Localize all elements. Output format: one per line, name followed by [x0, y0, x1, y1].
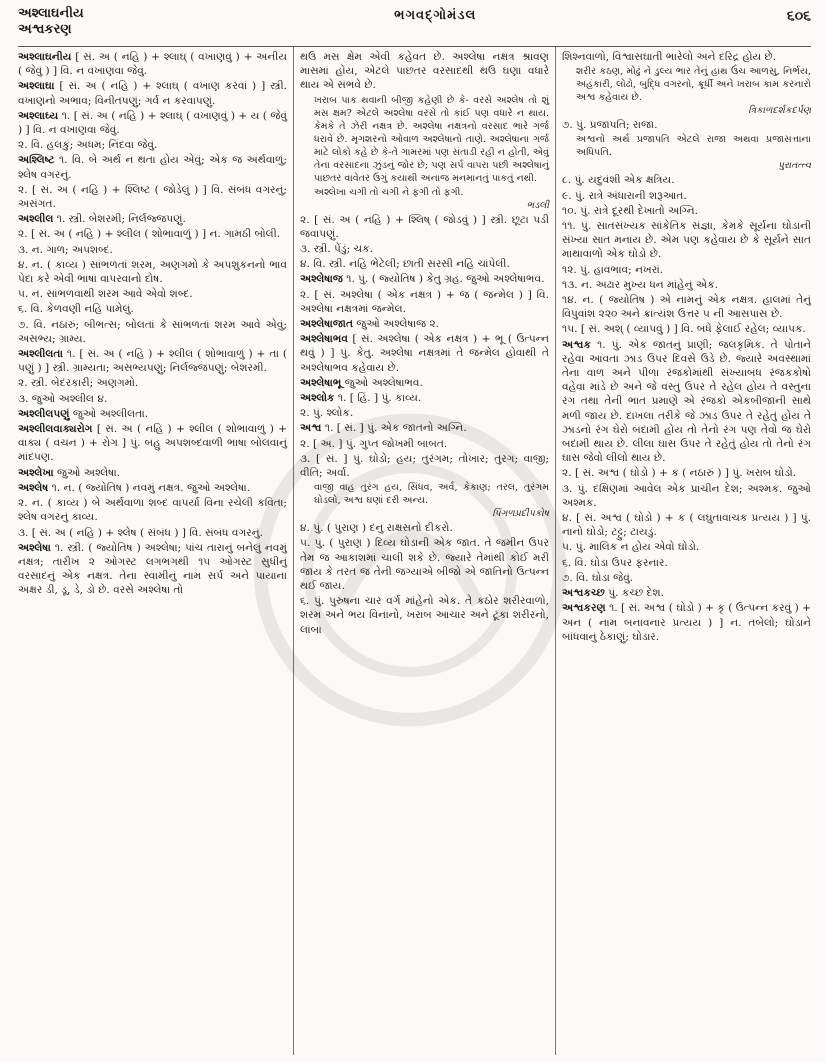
page-header — [18, 6, 811, 46]
entry-sense — [562, 571, 811, 585]
entry-sense — [300, 536, 549, 593]
headword: અશ્વ — [300, 422, 322, 435]
entry-sense — [300, 213, 549, 241]
definition-text: [ સં. અ ( નહિ ) + શ્લીલ ( શોભાવાળું ) + વાક્ય ( વચન ) + રોગ ] પું. બહુ અપશબ્દવાળી ભાષા બોલવાનું માંદપણ. — [18, 423, 287, 464]
definition-text: ૧. [ સં. અ ( નહિ ) + શ્લીલ ( શોભાવાળું ) + તા ( પણું ) ] સ્ત્રી. ગ્રામ્યતા; અસભ્યપણું; નિર્લજ્જપણું; બેશરમી. — [18, 348, 287, 375]
definition-text: ૩. ન. ગાળ; અપશબ્દ. — [18, 243, 113, 256]
entry-sense — [562, 540, 811, 554]
dictionary-entry — [18, 422, 287, 465]
dictionary-entry — [18, 347, 287, 375]
entry-sense — [562, 118, 811, 132]
dictionary-entry — [18, 50, 287, 78]
definition-text: ૧૩. ન. અઢાર મુખ્ય ધન માંહેનું એક. — [562, 278, 718, 291]
definition-text: [ સં. અશ્લેષા ( એક નક્ષત્ર ) + ભૂ ( ઉત્પન્ન થવું ) ] પું. કેતુ. અશ્લેષા નક્ષત્રમાં તે જન્મેલ હોવાથી તે અશ્લેષાભવ કહેવાય છે. — [300, 333, 549, 374]
quote-text: અશ્લેખા ચગી તો ચગી ને ફગી તો ફગી. — [314, 186, 464, 198]
column-3 — [555, 47, 811, 1055]
headword: અશ્લાઘનીય — [18, 51, 72, 63]
definition-text: ૬. વિ. કેળવણી નહિ પામેલું. — [18, 303, 134, 316]
dictionary-entry — [300, 421, 549, 435]
dictionary-entry — [18, 79, 287, 107]
definition-text: ૨. [ અ. ] પું. ગુપ્ત જોખમી બાબત. — [300, 437, 448, 450]
entry-sense — [562, 293, 811, 321]
definition-text: ૧. ન. ( જ્યોતિષ ) નવમું નક્ષત્ર. જુઓ અશ્લેષા. — [48, 481, 251, 494]
definition-text: ૧૫. [ સં. અશ્ ( વ્યાપવું ) ] વિ. બધે ફેલાઈ રહેલ; વ્યાપક. — [562, 323, 806, 336]
dictionary-entry — [300, 317, 549, 331]
definition-text: ૩. [ સં. ] પું. ઘોડો; હય; તુરંગમ; તોખાર; તુરગ; વાજી; વીતિ; અર્વા. — [300, 452, 549, 480]
definition-text: [ સં. અ ( નહિ ) + શ્લાઘ્ ( વખાણવું ) + અનીય ( જેવું ) ] વિ. ન વખાણવા જેવું. — [18, 51, 287, 78]
definition-text: ૯. પું. રાત્રે અંધારાની શરૂઆત. — [562, 189, 687, 202]
entry-sense — [18, 227, 287, 241]
headword: અશ્લીલ — [18, 213, 54, 226]
entry-sense — [18, 138, 287, 152]
entry-sense — [562, 189, 811, 203]
dictionary-entry — [300, 391, 549, 405]
definition-text: ૨. ન. ( કાવ્ય ) બે અર્થવાળા શબ્દ વાપર્યા વિના રચેલી કવિતા; શ્લેષ વગરનું કાવ્ય. — [18, 497, 287, 524]
entry-sense — [18, 302, 287, 316]
headword: અશ્લોક — [300, 392, 335, 405]
dictionary-entry — [18, 407, 287, 421]
entry-sense — [562, 204, 811, 218]
definition-text: ૩. સ્ત્રી. પેંડું; ચક. — [300, 243, 373, 256]
entry-sense — [300, 594, 549, 637]
definition-text: થઉ મસ ક્ષેમ એવી કહેવત છે. અશ્લેષા નક્ષત્ર શ્રાવણ માસમાં હોય, એટલે પાછતર વરસાદથી થઉ ઘણા વધારે થાય એ સંભવે છે. — [300, 51, 549, 92]
quote-source: પિંગળપ્રદીપકોષ — [492, 508, 549, 520]
entry-sense — [562, 466, 811, 480]
column-2 — [293, 47, 555, 1055]
quote-source: ત્રિકાળદર્શકદર્પણ — [748, 105, 811, 117]
entry-sense — [18, 243, 287, 257]
definition-text: ૧૦. પું. રાત્રે દૂરથી દેખાતો અગ્નિ. — [562, 204, 698, 217]
dictionary-entry — [18, 481, 287, 495]
definition-text: ૧. સ્ત્રી. બેશરમી; નિર્લજ્જપણું. — [53, 213, 186, 226]
entry-sense — [562, 482, 811, 510]
dictionary-entry — [18, 466, 287, 480]
dictionary-entry — [300, 272, 549, 286]
quote-text: ખરાબ પાક થવાની બીજી કહેણી છે કે- વરસે અશ્લેષ તો શું મસ ક્ષમ? એટલે અશ્લેષા વરસે તો કાંઈ પણ વધારે ન થાય. કેમકે તે ઝેરી નક્ષત્ર છે. અશ્લેષા નક્ષત્રનો વરસાદ ભારે ગર્જ ધરાવે છે. મૃગશરનો ઓવાળ અશ્લેષાનો તાણે. અશ્લેષાના ગર્જ માટે લોકો કહે છે કે-તે ગામરમાં પણ સંતાડી રહી ન હોતી, એવું તેના વરસાદના ઝુંડનું જોર છે; પણ સર્પ વાપરા પછી અશ્લેષાનું પાછતર વાવેતર ઉગું કયાથી અનાજ મનમાનતું પાકતું નથી. — [314, 94, 549, 184]
quotation — [300, 481, 549, 520]
quote-source: ભડલી — [526, 199, 549, 211]
headword: અશ્લેષાજાત — [300, 318, 353, 331]
definition-text: ૪. [ સં. અશ્વ ( ઘોડો ) + ક ( લઘુતાવાચક પ્રત્યય ) ] પું. નાનો ઘોડો; ટટ્ટુ; ટાયડું. — [562, 512, 811, 539]
headword: અશ્લીલવાક્યરોગ — [18, 423, 93, 436]
guide-words — [18, 6, 84, 38]
entry-sense — [562, 511, 811, 539]
headword: અશ્લેખા — [18, 466, 54, 479]
entry-sense — [300, 288, 549, 316]
headword: અશ્લેષાભવ — [300, 333, 348, 346]
entry-sense — [562, 263, 811, 277]
entry-sense — [562, 173, 811, 187]
dictionary-entry — [18, 212, 287, 226]
dictionary-entry — [300, 332, 549, 375]
headword: અશ્લિષ્ટ — [18, 154, 55, 167]
entry-sense — [300, 406, 549, 420]
dictionary-entry — [18, 153, 287, 181]
entry-sense — [300, 521, 549, 535]
page-number: ૬૦૬ — [786, 8, 811, 24]
headword: અશ્વક — [562, 338, 591, 351]
definition-text: ૨. [ સં. અ ( નહિ ) + શ્લિષ્ટ ( જોડેલું ) ] વિ. સંબંધ વગરનું; અસંગત. — [18, 183, 287, 211]
definition-text: ૭. વિ. ઘોડા જેવું. — [562, 571, 634, 584]
entry-sense — [300, 437, 549, 451]
dictionary-entry — [562, 601, 811, 644]
entry-sense — [562, 278, 811, 292]
headword: અશ્લેષ — [18, 481, 49, 494]
definition-text: જુઓ અશ્લીલતા. — [69, 407, 149, 420]
column-1 — [18, 47, 293, 1055]
definition-text: ૩. [ સં. અ ( નહિ ) + શ્લેષ ( સંબંધ ) ] વિ. સંબંધ વગરનું. — [18, 526, 263, 539]
dictionary-entry — [300, 376, 549, 390]
dictionary-entry — [562, 586, 811, 600]
definition-text: ૨. વિ. હલકું; અધમ; નિંદવા જેવું. — [18, 139, 158, 152]
definition-text: ૭. પું. પ્રજાપતિ; રાજા. — [562, 119, 658, 132]
definition-text: ૧. પું. ( જ્યોતિષ ) કેતુ ગ્રહ. જુઓ અશ્લેષાભવ. — [342, 273, 545, 286]
definition-text: જુઓ અશ્લેષા. — [53, 466, 121, 479]
definition-text: ૧. વિ. બે અર્થ ન થતા હોય એવું; એક જ અર્થવાળું; શ્લેષ વગરનું. — [18, 154, 287, 181]
quote-text: વાજી વાહ તુરંગ હય, સિંધવ, અર્વ, કેકાણ; તરલ, તુરંગમ ઘોડલો, અશ્વ ઘણાં દરી અન્ય. — [314, 482, 549, 507]
headword: અશ્વકચ્છ — [562, 587, 605, 600]
headword: અશ્વકરણ — [562, 602, 606, 615]
quote-source: પુરાતત્ત્વ — [777, 160, 811, 172]
dictionary-entry — [562, 338, 811, 466]
entry-sense — [300, 50, 549, 93]
guide-word-first: અશ્લાઘનીય — [18, 6, 84, 21]
headword: અશ્લીલતા — [18, 348, 64, 361]
columns — [18, 46, 811, 1055]
definition-text: ૫. ન. સાંભળવાથી શરમ આવે એવો શબ્દ. — [18, 288, 193, 301]
quote-text: શરીર કઠણ, મોઢું ને ડુલ્ય ભાર તેનું હાથ ઉંચ આળસુ, નિર્ભય, અહંકારી, લોઢો, બુદ્ધિ વગરનો, ક્રૂર્ધી અને ખરાબ કામ કરનારો અશ્વ કહેવાય છે. — [576, 66, 811, 104]
quotation — [300, 186, 549, 212]
definition-text: ૨. સ્ત્રી. બેદરકારી; અણગમો. — [18, 377, 139, 390]
definition-text: જુઓ અશ્લેષાજ ૨. — [352, 318, 440, 331]
entry-sense — [18, 376, 287, 390]
definition-text: ૧. [ સં. અશ્વ ( ઘોડો ) + કૃ ( ઉત્પન્ન કરવું ) + અન ( નામ બનાવનાર પ્રત્યય ) ] ન. તબેલો; ઘોડાને બાંધવાનું ઠેકાણું; ઘોડાર. — [562, 602, 811, 643]
headword: અશ્લાઘા — [18, 80, 55, 93]
entry-sense — [18, 318, 287, 346]
definition-text: ૮. પું. યદુવંશી એક ક્ષત્રિય. — [562, 174, 675, 187]
entry-sense — [562, 219, 811, 262]
headword: અશ્લાઘ્ય — [18, 109, 59, 122]
entry-sense — [18, 496, 287, 524]
definition-text: ૪. પું. ( પુરાણ ) દનુ રાક્ષસનો દીકરો. — [300, 522, 453, 535]
definition-text: પું. કચ્છ દેશ. — [604, 587, 665, 600]
definition-text: ૨. [ સં. અ ( નહિ ) + શ્લિષ્ ( જોડવું ) ] સ્ત્રી. છૂટા પડી જવાપણું. — [300, 213, 549, 240]
definition-text: ૬. પું. પુરુષના ચાર વર્ગ માંહેનો એક. તે કઠોર શરીરવાળો, શરમ અને ભય વિનાનો, ખરાબ આચાર અને ટૂંકા શરીરનો, લાંબા — [300, 595, 549, 636]
definition-text: ૧૪. ન. ( જ્યોતિષ ) એ નામનું એક નક્ષત્ર. હાલમાં તેનું વિપુવાંશ ૨૨૦ અને ક્રાંત્યંશ ઉત્તર ૫ ની આસપાસ છે. — [562, 294, 811, 321]
entry-sense — [18, 392, 287, 406]
dictionary-entry — [18, 541, 287, 598]
entry-sense — [562, 556, 811, 570]
headword: અશ્લીલપણું — [18, 407, 70, 420]
definition-text: ૧. સ્ત્રી. ( જ્યોતિષ ) અશ્લેષા; પાંચ તારાનું બનેલું નવમું નક્ષત્ર; તારીખ ૨ ઓગસ્ટ લગભગથી ૧૫ ઓગસ્ટ સુધીનું વરસાદનું એક નક્ષત્ર. તેના સ્વામીનું નામ સર્પ અને પાયાના અક્ષર ડી, ડૂ, ડે, ડો છે. વરસે અશ્લેષા તો — [18, 541, 287, 597]
definition-text: ૩. પું. દક્ષિણમાં આવેલ એક પ્રાચીન દેશ; અશ્મક. જુઓ અશ્મક. — [562, 482, 811, 509]
definition-text: ૧૨. પું. હાવભાવ; નખરાં. — [562, 263, 664, 276]
headword: અશ્લેષાભૂ — [300, 376, 342, 389]
definition-text: ૪. ન. ( કાવ્ય ) સાંભળતાં શરમ, અણગમો કે અપશુકનનો ભાવ પેદા કરે એવી ભાષા વાપરવાનો દોષ. — [18, 258, 287, 286]
entry-sense — [300, 452, 549, 480]
entry-sense — [18, 258, 287, 286]
entry-sense — [562, 50, 811, 64]
definition-text: ૬. વિ. ઘોડા ઉપર ફરનાર. — [562, 556, 668, 569]
entry-sense — [18, 287, 287, 301]
definition-text: શિશ્નવાળો, વિશ્વાસઘાતી ભારેલો અને દરિદ્ર હોય છે. — [562, 51, 777, 63]
definition-text: ૨. [ સં. અશ્લેષા ( એક નક્ષત્ર ) + જ ( જન્મેલ ) ] વિ. અશ્લેષા નક્ષત્રમાં જન્મેલ. — [300, 288, 549, 315]
guide-word-last: અશ્વકરણ — [18, 22, 72, 37]
headword: અશ્લેષા — [18, 541, 51, 554]
entry-sense — [300, 257, 549, 271]
quotation — [562, 133, 811, 172]
quote-text: અશ્વનો અર્થ પ્રજાપતિ એટલે રાજા અથવા પ્રજાસત્તાના અધિપતિ. — [576, 134, 811, 159]
entry-sense — [562, 322, 811, 336]
definition-text: ૨. [ સં. અશ્વ ( ઘોડો ) + ક ( નઠારું ) ] પું. ખરાબ ઘોડો. — [562, 467, 797, 480]
definition-text: [ સં. અ ( નહિ ) + શ્લાઘ્ ( વખાણ કરવાં ) ] સ્ત્રી. વખાણનો અભાવ; વિનીતપણું; ગર્વ ન કરવાપણું. — [18, 80, 287, 107]
definition-text: ૫. પું. માલિક ન હોય એવો ઘોડો. — [562, 541, 700, 554]
entry-sense — [18, 183, 287, 211]
entry-sense — [18, 526, 287, 540]
definition-text: ૨. પું. શ્લોક. — [300, 407, 354, 420]
quotation — [300, 94, 549, 185]
definition-text: ૧. [ સં. અ ( નહિ ) + શ્લાઘ્ ( વખાણવું ) + ય ( જેવું ) ] વિ. ન વખાણવા જેવું. — [18, 109, 287, 137]
quotation — [562, 65, 811, 117]
definition-text: જુઓ અશ્લેષાભવ. — [341, 376, 423, 389]
entry-sense — [300, 242, 549, 256]
dictionary-entry — [18, 109, 287, 137]
definition-text: ૧. પું. એક જાતનું પ્રાણી; જલકૃમિક. તે પોતાને રહેવા આવતા ઝાડ ઉપર દિવસે ઉડે છે. જ્યારે અવસ્થામાં તેના વાળ અને પીળા રંજકોમાંથી સંખ્યાબંધ રંજકકોષો વહેવા માંડે છે અને જે વસ્તુ ઉપર તે રહેલ હોય તે વસ્તુના રંગ તથા તેની ભાત પ્રમાણે એ રંજકો એકબીજાની સાથે મળી જાય છે. દાખલા તરીકે જે ઝાડ ઉપર તે રહેતું હોય તે ઝાડનો રંગ ઘેરો બદામી હોય તો તેનો રંગ પણ તેવો જ ઘેરો બદામી થાય છે. લીલા ઘાસ ઉપર તે રહેતું હોય તો તેનો રંગ ઘાસ જેવો લીલો થાય છે. — [562, 338, 811, 465]
headword: અશ્લેષાજ — [300, 273, 343, 286]
definition-text: ૧૧. પું. સાતસંખ્યક સાંકેતિક સંજ્ઞા, કેમકે સૂર્યના ઘોડાની સંખ્યા સાત મનાય છે. એમ પણ કહેવાય છે કે સૂર્યને સાત માથાવાળો એક ઘોડો છે. — [562, 220, 811, 261]
definition-text: ૧. [ હિં. ] પું. કાવ્ય. — [334, 392, 422, 405]
definition-text: ૭. વિ. નઠારું; બીભત્સ; બોલતાં કે સાંભળતાં શરમ આવે એવું; અસભ્ય; ગ્રામ્ય. — [18, 318, 287, 345]
definition-text: ૪. વિ. સ્ત્રી. નહિ ભેટેલી; છાતી સરસી નહિ ચાંપેલી. — [300, 258, 510, 271]
definition-text: ૧. [ સં. ] પું. એક જાતનો અગ્નિ. — [321, 422, 467, 435]
definition-text: ૫. પું. ( પુરાણ ) દિવ્ય ઘોડાની એક જાત. તે જમીન ઉપર તેમ જ આકાશમાં ચાલી શકે છે. જ્યારે તેમાંથી કોઈ મરી જાય કે તરત જ તેની જગ્યાએ બીજો એ જાતિનો ઉત્પન્ન થઈ જાય. — [300, 537, 549, 593]
definition-text: ૨. [ સં. અ ( નહિ ) + શ્લીલ ( શોભાવાળું ) ] ન. ગામઠી બોલી. — [18, 228, 281, 241]
definition-text: ૩. જુઓ અશ્લીલ ૪. — [18, 392, 108, 405]
dictionary-title: ભગવદ્ગોમંડલ — [394, 8, 477, 23]
